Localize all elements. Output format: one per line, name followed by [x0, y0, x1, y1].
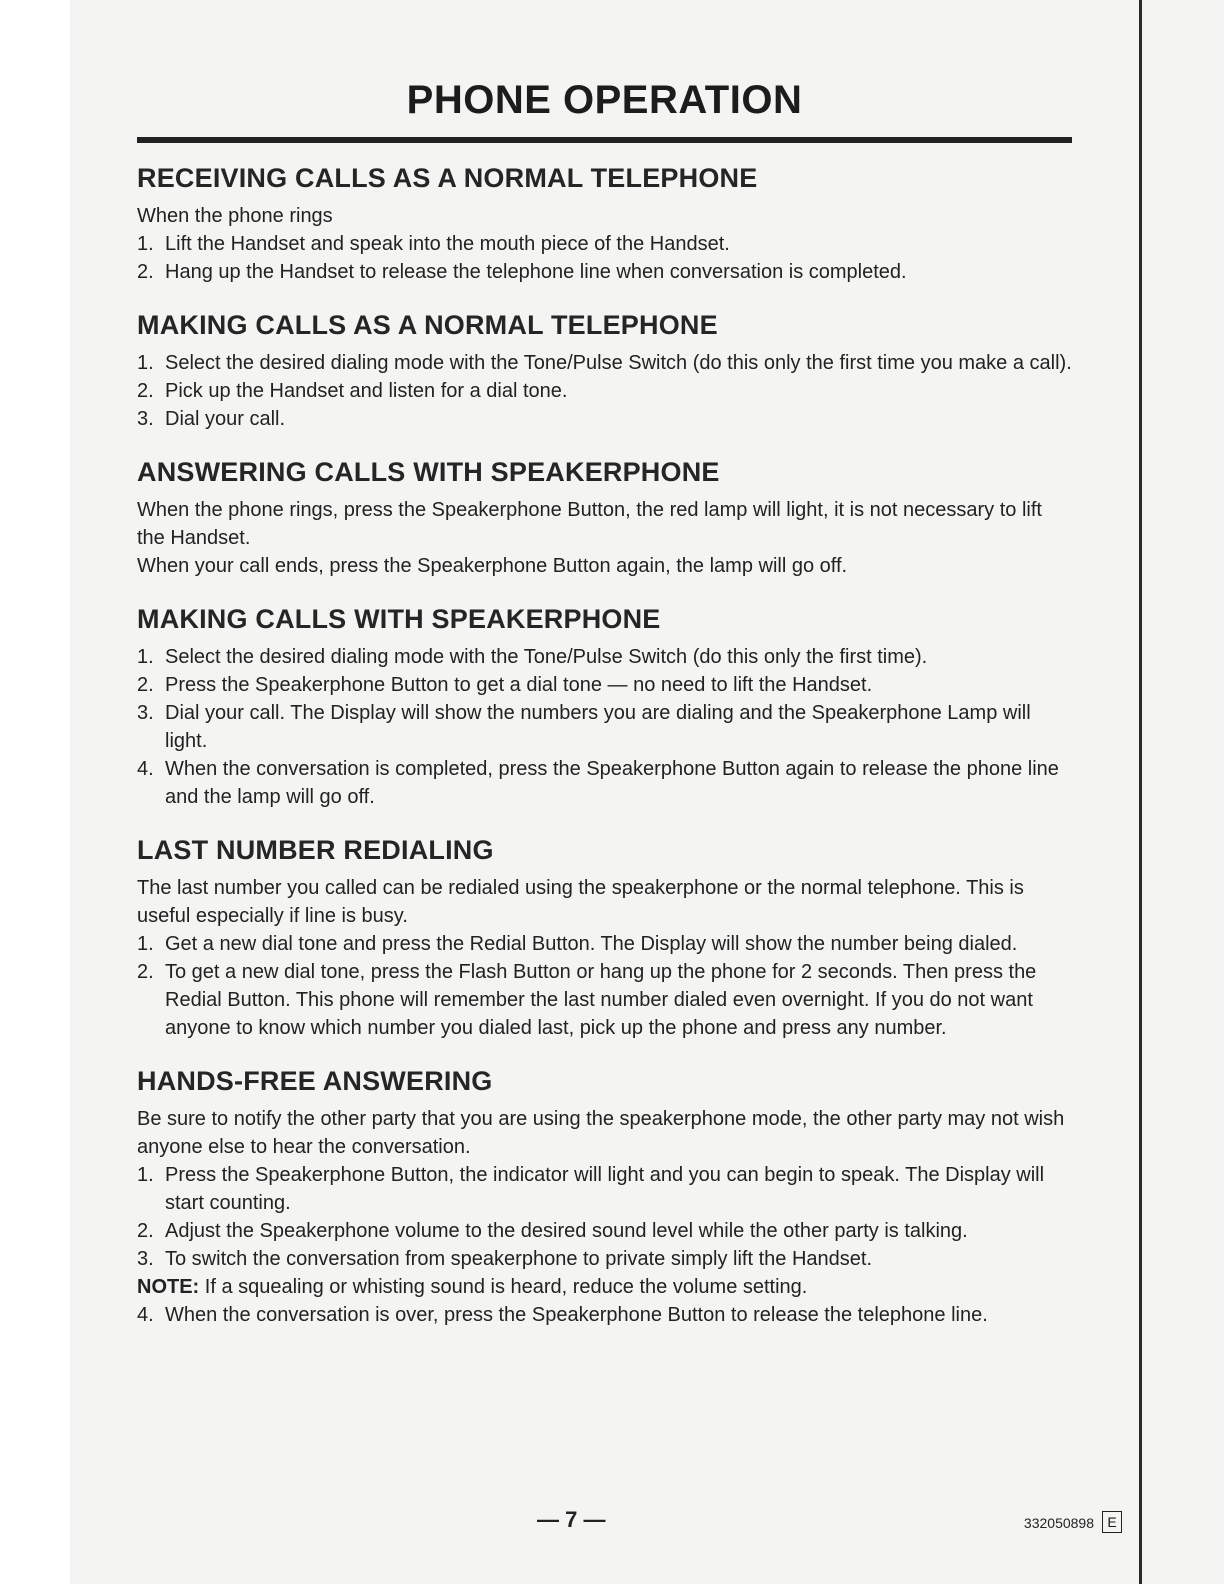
list-item	[137, 1161, 1072, 1217]
list-item	[137, 258, 1072, 286]
list-item	[137, 958, 1072, 1042]
item-number: 2.	[137, 674, 154, 696]
page-margin-shadow	[0, 0, 70, 1584]
item-number: 4.	[137, 758, 154, 780]
steps-list	[137, 930, 1072, 1042]
item-number: 1.	[137, 352, 154, 374]
list-item	[137, 671, 1072, 699]
item-text: Select the desired dialing mode with the Tone/Pulse Switch (do this only the first time you make a call).	[165, 352, 1072, 374]
item-number: 3.	[137, 408, 154, 430]
item-number: 4.	[137, 1304, 154, 1326]
section-receiving-calls	[137, 163, 1072, 286]
steps-list	[137, 1301, 1072, 1329]
list-item	[137, 377, 1072, 405]
section-paragraph: Be sure to notify the other party that you are using the speakerphone mode, the other party may not wish anyone else to hear the conversation.	[137, 1108, 1065, 1158]
page-number: — 7 —	[537, 1507, 606, 1532]
item-text: When the conversation is completed, press the Speakerphone Button again to release the phone line and the lamp will go off.	[165, 758, 1059, 808]
steps-list	[137, 1161, 1072, 1273]
page-title: PHONE OPERATION	[406, 78, 803, 122]
list-item	[137, 699, 1072, 755]
list-item	[137, 230, 1072, 258]
item-number: 2.	[137, 261, 154, 283]
item-number: 1.	[137, 1164, 154, 1186]
section-last-number-redialing	[137, 835, 1072, 1042]
item-number: 2.	[137, 1220, 154, 1242]
page-edge	[1139, 0, 1142, 1584]
item-number: 1.	[137, 933, 154, 955]
steps-list	[137, 230, 1072, 286]
section-heading: ANSWERING CALLS WITH SPEAKERPHONE	[137, 457, 720, 487]
list-item	[137, 755, 1072, 811]
item-text: Press the Speakerphone Button to get a dial tone — no need to lift the Handset.	[165, 674, 873, 696]
list-item	[137, 349, 1072, 377]
note	[137, 1273, 1072, 1301]
section-heading: RECEIVING CALLS AS A NORMAL TELEPHONE	[137, 163, 758, 193]
list-item	[137, 1217, 1072, 1245]
item-text: Pick up the Handset and listen for a dial tone.	[165, 380, 568, 402]
section-making-calls-speakerphone	[137, 604, 1072, 811]
section-paragraph: When your call ends, press the Speakerphone Button again, the lamp will go off.	[137, 555, 848, 577]
item-text: To switch the conversation from speakerphone to private simply lift the Handset.	[165, 1248, 873, 1270]
list-item	[137, 643, 1072, 671]
section-heading: LAST NUMBER REDIALING	[137, 835, 494, 865]
section-paragraph: When the phone rings, press the Speakerphone Button, the red lamp will light, it is not necessary to lift the Handset.	[137, 499, 1042, 549]
list-item	[137, 1245, 1072, 1273]
item-number: 3.	[137, 702, 154, 724]
item-text: Get a new dial tone and press the Redial Button. The Display will show the number being dialed.	[165, 933, 1018, 955]
section-heading: MAKING CALLS WITH SPEAKERPHONE	[137, 604, 661, 634]
section-hands-free-answering	[137, 1066, 1072, 1329]
section-heading: MAKING CALLS AS A NORMAL TELEPHONE	[137, 310, 718, 340]
document-code: 332050898	[1023, 1515, 1094, 1531]
item-number: 2.	[137, 961, 154, 983]
page-content	[137, 78, 1072, 1353]
list-item	[137, 930, 1072, 958]
steps-list	[137, 643, 1072, 811]
section-intro: When the phone rings	[137, 205, 333, 227]
page-footer	[137, 1503, 1122, 1543]
item-text: Press the Speakerphone Button, the indicator will light and you can begin to speak. The Display will start counting.	[165, 1164, 1045, 1214]
note-text: If a squealing or whisting sound is heard, reduce the volume setting.	[199, 1276, 808, 1298]
note-label: NOTE:	[137, 1276, 200, 1298]
item-number: 1.	[137, 233, 154, 255]
item-number: 1.	[137, 646, 154, 668]
title-rule	[137, 137, 1072, 143]
item-text: Adjust the Speakerphone volume to the desired sound level while the other party is talking.	[165, 1220, 968, 1242]
item-text: Dial your call.	[165, 408, 286, 430]
item-text: Lift the Handset and speak into the mouth piece of the Handset.	[165, 233, 730, 255]
item-text: When the conversation is over, press the Speakerphone Button to release the telephone line.	[165, 1304, 988, 1326]
item-number: 2.	[137, 380, 154, 402]
steps-list	[137, 349, 1072, 433]
item-text: To get a new dial tone, press the Flash Button or hang up the phone for 2 seconds. Then press the Redial Button. This phone will remember the last number dialed even overnight. If you do not want anyone to know which number you dialed last, pick up the phone and press any number.	[165, 961, 1037, 1039]
section-paragraph: The last number you called can be redialed using the speakerphone or the normal telephone. This is useful especially if line is busy.	[137, 877, 1024, 927]
section-making-calls	[137, 310, 1072, 433]
item-text: Select the desired dialing mode with the Tone/Pulse Switch (do this only the first time).	[165, 646, 928, 668]
list-item	[137, 405, 1072, 433]
section-answering-speakerphone	[137, 457, 1072, 580]
list-item	[137, 1301, 1072, 1329]
section-heading: HANDS-FREE ANSWERING	[137, 1066, 493, 1096]
document-letter-box: E	[1102, 1511, 1122, 1533]
item-text: Dial your call. The Display will show the numbers you are dialing and the Speakerphone Lamp will light.	[165, 702, 1031, 752]
item-text: Hang up the Handset to release the telephone line when conversation is completed.	[165, 261, 907, 283]
item-number: 3.	[137, 1248, 154, 1270]
